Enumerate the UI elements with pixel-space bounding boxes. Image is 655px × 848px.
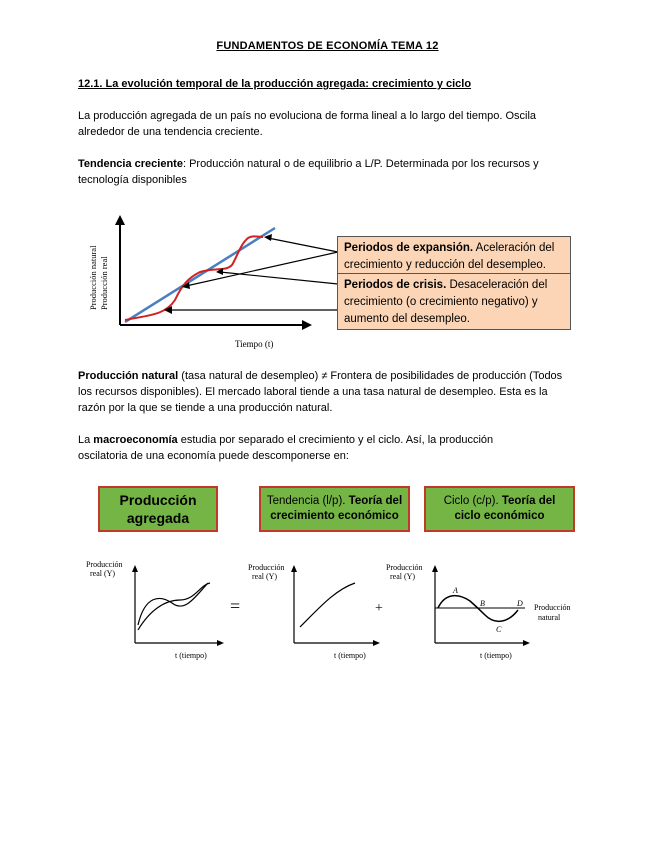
decomposition-figure [80, 555, 600, 670]
y-label-2b: real (Y) [252, 572, 278, 581]
x-label: Tiempo (t) [235, 339, 274, 349]
tendencia-box-pre: Tendencia (l/p). [266, 495, 349, 507]
document-title: FUNDAMENTOS DE ECONOMÍA TEMA 12 [216, 40, 439, 52]
natural-label-2: natural [538, 613, 561, 622]
trend-curve [300, 583, 355, 627]
macro-paragraph [78, 432, 518, 464]
expansion-box [337, 236, 571, 274]
y-label-1b: real (Y) [90, 569, 116, 578]
arrow-head [523, 640, 530, 646]
x-label-1: t (tiempo) [175, 651, 207, 660]
tendencia-text: : Producción natural o de equilibrio a L/P. Determinada por los recursos y tecnología disponibles [78, 158, 539, 186]
y-label-1: Producción natural [88, 245, 98, 310]
plus-sign: + [375, 601, 383, 616]
combined-cycle [138, 583, 208, 625]
arrow-head [132, 565, 138, 572]
produccion-agregada-label: Producción agregada [119, 492, 197, 526]
arrow-crisis-1 [220, 272, 338, 284]
x-axis-arrow [302, 320, 312, 330]
section-heading: 12.1. La evolución temporal de la producción agregada: crecimiento y ciclo [78, 78, 472, 90]
trend-cycle-figure [80, 210, 360, 350]
crisis-box [337, 273, 571, 330]
arrow-expansion-1 [268, 238, 338, 252]
ciclo-box-pre: Ciclo (c/p). [443, 495, 502, 507]
y-label-1: Producción [86, 560, 123, 569]
tendencia-paragraph [78, 156, 578, 188]
y-label-3b: real (Y) [390, 572, 416, 581]
tendencia-term: Tendencia creciente [78, 158, 183, 170]
produccion-text: (tasa natural de desempleo) ≠ Frontera de posibilidades de producción (Todos los recursos disponibles). El mercado laboral tiende a una tasa natural de desempleo. Esta es la razón por la que se tiende a una producción natural. [78, 370, 563, 414]
produccion-term: Producción natural [78, 370, 179, 382]
expansion-text: Aceleración del crecimiento y reducción del desempleo. [344, 242, 555, 271]
natural-label-1: Producción [534, 603, 571, 612]
y-axis-arrow [115, 215, 125, 225]
y-label-2: Producción [248, 563, 285, 572]
y-label-3: Producción [386, 563, 423, 572]
tendencia-box-text [265, 494, 404, 524]
arrow-head [291, 565, 297, 572]
y-label-2: Producción real [99, 256, 109, 310]
x-label-2: t (tiempo) [334, 651, 366, 660]
graph-combined [86, 560, 224, 660]
produccion-agregada-box [98, 486, 218, 532]
arrow-head [217, 640, 224, 646]
ciclo-box-text [430, 494, 569, 524]
x-label-3: t (tiempo) [480, 651, 512, 660]
crisis-title: Periodos de crisis. [344, 279, 447, 291]
graph-trend [248, 563, 380, 660]
tendencia-box [259, 486, 410, 532]
point-b: B [480, 599, 485, 608]
produccion-paragraph [78, 368, 578, 416]
macro-pre: La [78, 434, 94, 446]
expansion-title: Periodos de expansión. [344, 242, 474, 254]
combined-trend [138, 583, 210, 630]
intro-paragraph: La producción agregada de un país no evoluciona de forma lineal a lo largo del tiempo. Oscila alrededor de una tendencia creciente. [78, 110, 537, 138]
equals-sign: = [230, 596, 241, 616]
point-d: D [517, 599, 523, 608]
crisis-text: Desaceleración del crecimiento (o crecimiento negativo) y aumento del desempleo. [344, 279, 548, 325]
point-c: C [496, 625, 502, 634]
tendencia-box-bold: Teoría del crecimiento económico [270, 495, 403, 522]
graph-cycle [386, 563, 570, 660]
point-a: A [453, 586, 458, 595]
macro-text: estudia por separado el crecimiento y el ciclo. Así, la producción oscilatoria de una economía puede descomponerse en: [78, 434, 494, 462]
macro-term: macroeconomía [93, 434, 178, 446]
ciclo-box [424, 486, 575, 532]
ciclo-box-bold: Teoría del ciclo económico [454, 495, 556, 522]
arrow-head [373, 640, 380, 646]
arrow-head [432, 565, 438, 572]
